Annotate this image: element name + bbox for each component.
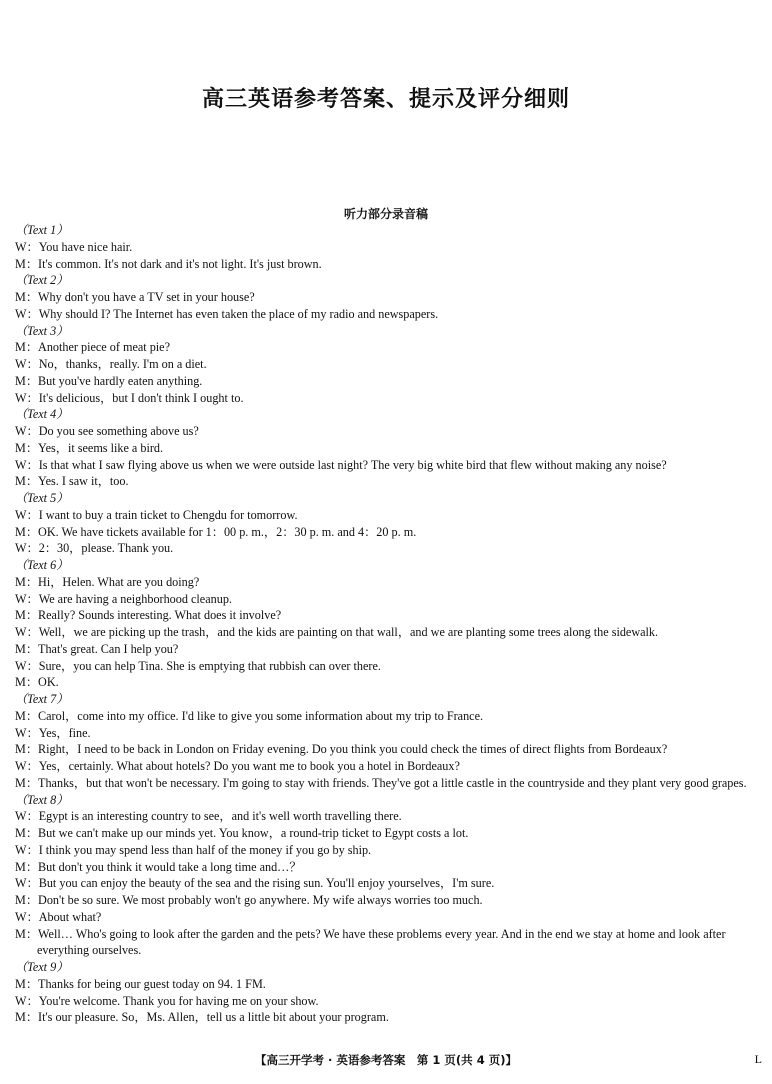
text-marker: （Text 9） — [15, 960, 69, 974]
text-marker: （Text 7） — [15, 692, 69, 706]
page-title: 高三英语参考答案、提示及评分细则 — [201, 87, 570, 112]
text-marker: （Text 4） — [15, 407, 69, 422]
dialogue-line: M：But don't you think it would take a long time and…？ — [15, 859, 302, 874]
dialogue-line: W：I want to buy a train ticket to Chengdu for tomorrow. — [15, 507, 298, 522]
dialogue-line: M：Hi，Helen. What are you doing? — [15, 574, 200, 589]
dialogue-line: M：It's common. It's not dark and it's not light. It's just brown. — [15, 256, 322, 271]
dialogue-line: M：Thanks，but that won't be necessary. I'm going to stay with friends. They've got a little castle in the countryside and they plant very good grapes. — [15, 775, 747, 790]
dialogue-line: M：Why don't you have a TV set in your house? — [15, 290, 255, 304]
dialogue-line: M：OK. We have tickets available for 1：00 p. m.，2：30 p. m. and 4：20 p. m. — [15, 524, 417, 539]
dialogue-line: W：You have nice hair. — [15, 239, 133, 254]
text-marker: （Text 2） — [15, 273, 69, 288]
dialogue-line: M：Carol，come into my office. I'd like to give you some information about my trip to France. — [15, 708, 484, 723]
dialogue-line: W：Yes，certainly. What about hotels? Do you want me to book you a hotel in Bordeaux? — [15, 759, 460, 773]
text-marker: （Text 6） — [15, 558, 69, 572]
text-marker: （Text 8） — [15, 792, 69, 807]
dialogue-line: W：Egypt is an interesting country to see，and it's well worth travelling there. — [15, 809, 402, 824]
dialogue-line: W：About what? — [15, 909, 102, 924]
dialogue-line: M：Don't be so sure. We most probably won't go anywhere. My wife always worries too much. — [15, 893, 483, 907]
dialogue-line: M：Yes，it seems like a bird. — [15, 440, 164, 455]
page-footer: 【高三开学考 · 英语参考答案 第 1 页(共 4 页)】 — [255, 1053, 517, 1067]
dialogue-line: W：You're welcome. Thank you for having me on your show. — [15, 993, 319, 1008]
dialogue-line: W：Sure，you can help Tina. She is emptying that rubbish can over there. — [15, 658, 381, 673]
text-marker: （Text 1） — [15, 223, 69, 237]
dialogue-line: M：Really? Sounds interesting. What does it involve? — [15, 608, 282, 623]
dialogue-line: W：Well，we are picking up the trash，and the kids are painting on that wall，and we are planting some trees along the sidewalk. — [15, 625, 659, 639]
dialogue-line: M：Yes. I saw it，too. — [15, 474, 129, 489]
dialogue-line: W：2：30，please. Thank you. — [15, 541, 174, 556]
dialogue-line: W：Is that what I saw flying above us when we were outside last night? The very big white bird that flew without making any noise? — [15, 457, 667, 472]
dialogue-line: W：I think you may spend less than half of the money if you go by ship. — [15, 842, 372, 857]
section-subtitle: 听力部分录音稿 — [343, 207, 428, 221]
dialogue-line: M：It's our pleasure. So，Ms. Allen，tell us a little bit about your program. — [15, 1010, 389, 1025]
text-marker: （Text 5） — [15, 491, 69, 505]
dialogue-line: W：Yes，fine. — [15, 725, 91, 740]
dialogue-line: W：It's delicious，but I don't think I ought to. — [15, 390, 244, 405]
corner-mark: L — [754, 1052, 762, 1066]
dialogue-line: W：Why should I? The Internet has even taken the place of my radio and newspapers. — [15, 306, 439, 321]
dialogue-line: M：Another piece of meat pie? — [15, 340, 170, 355]
dialogue-line: W：Do you see something above us? — [15, 424, 199, 438]
dialogue-line: W：We are having a neighborhood cleanup. — [15, 591, 232, 606]
dialogue-line: W：But you can enjoy the beauty of the sea and the rising sun. You'll enjoy yourselves，I'm sure. — [15, 876, 495, 891]
dialogue-line: M：That's great. Can I help you? — [15, 641, 179, 656]
dialogue-line: M：Right，I need to be back in London on Friday evening. Do you think you could check the times of direct flights from Bordeaux? — [15, 742, 668, 757]
dialogue-line: M：Well… Who's going to look after the garden and the pets? We have these problems every year. And in the end we stay at home and look after everything ourselves. — [15, 926, 726, 958]
text-marker: （Text 3） — [15, 323, 69, 338]
dialogue-line: M：But we can't make up our minds yet. You know，a round-trip ticket to Egypt costs a lot. — [15, 826, 469, 840]
dialogue-line: M：Thanks for being our guest today on 94. 1 FM. — [15, 976, 266, 991]
dialogue-line: M：But you've hardly eaten anything. — [15, 373, 203, 388]
dialogue-line: W：No，thanks，really. I'm on a diet. — [15, 357, 207, 371]
transcript — [15, 222, 763, 1026]
dialogue-line: M：OK. — [15, 675, 59, 690]
